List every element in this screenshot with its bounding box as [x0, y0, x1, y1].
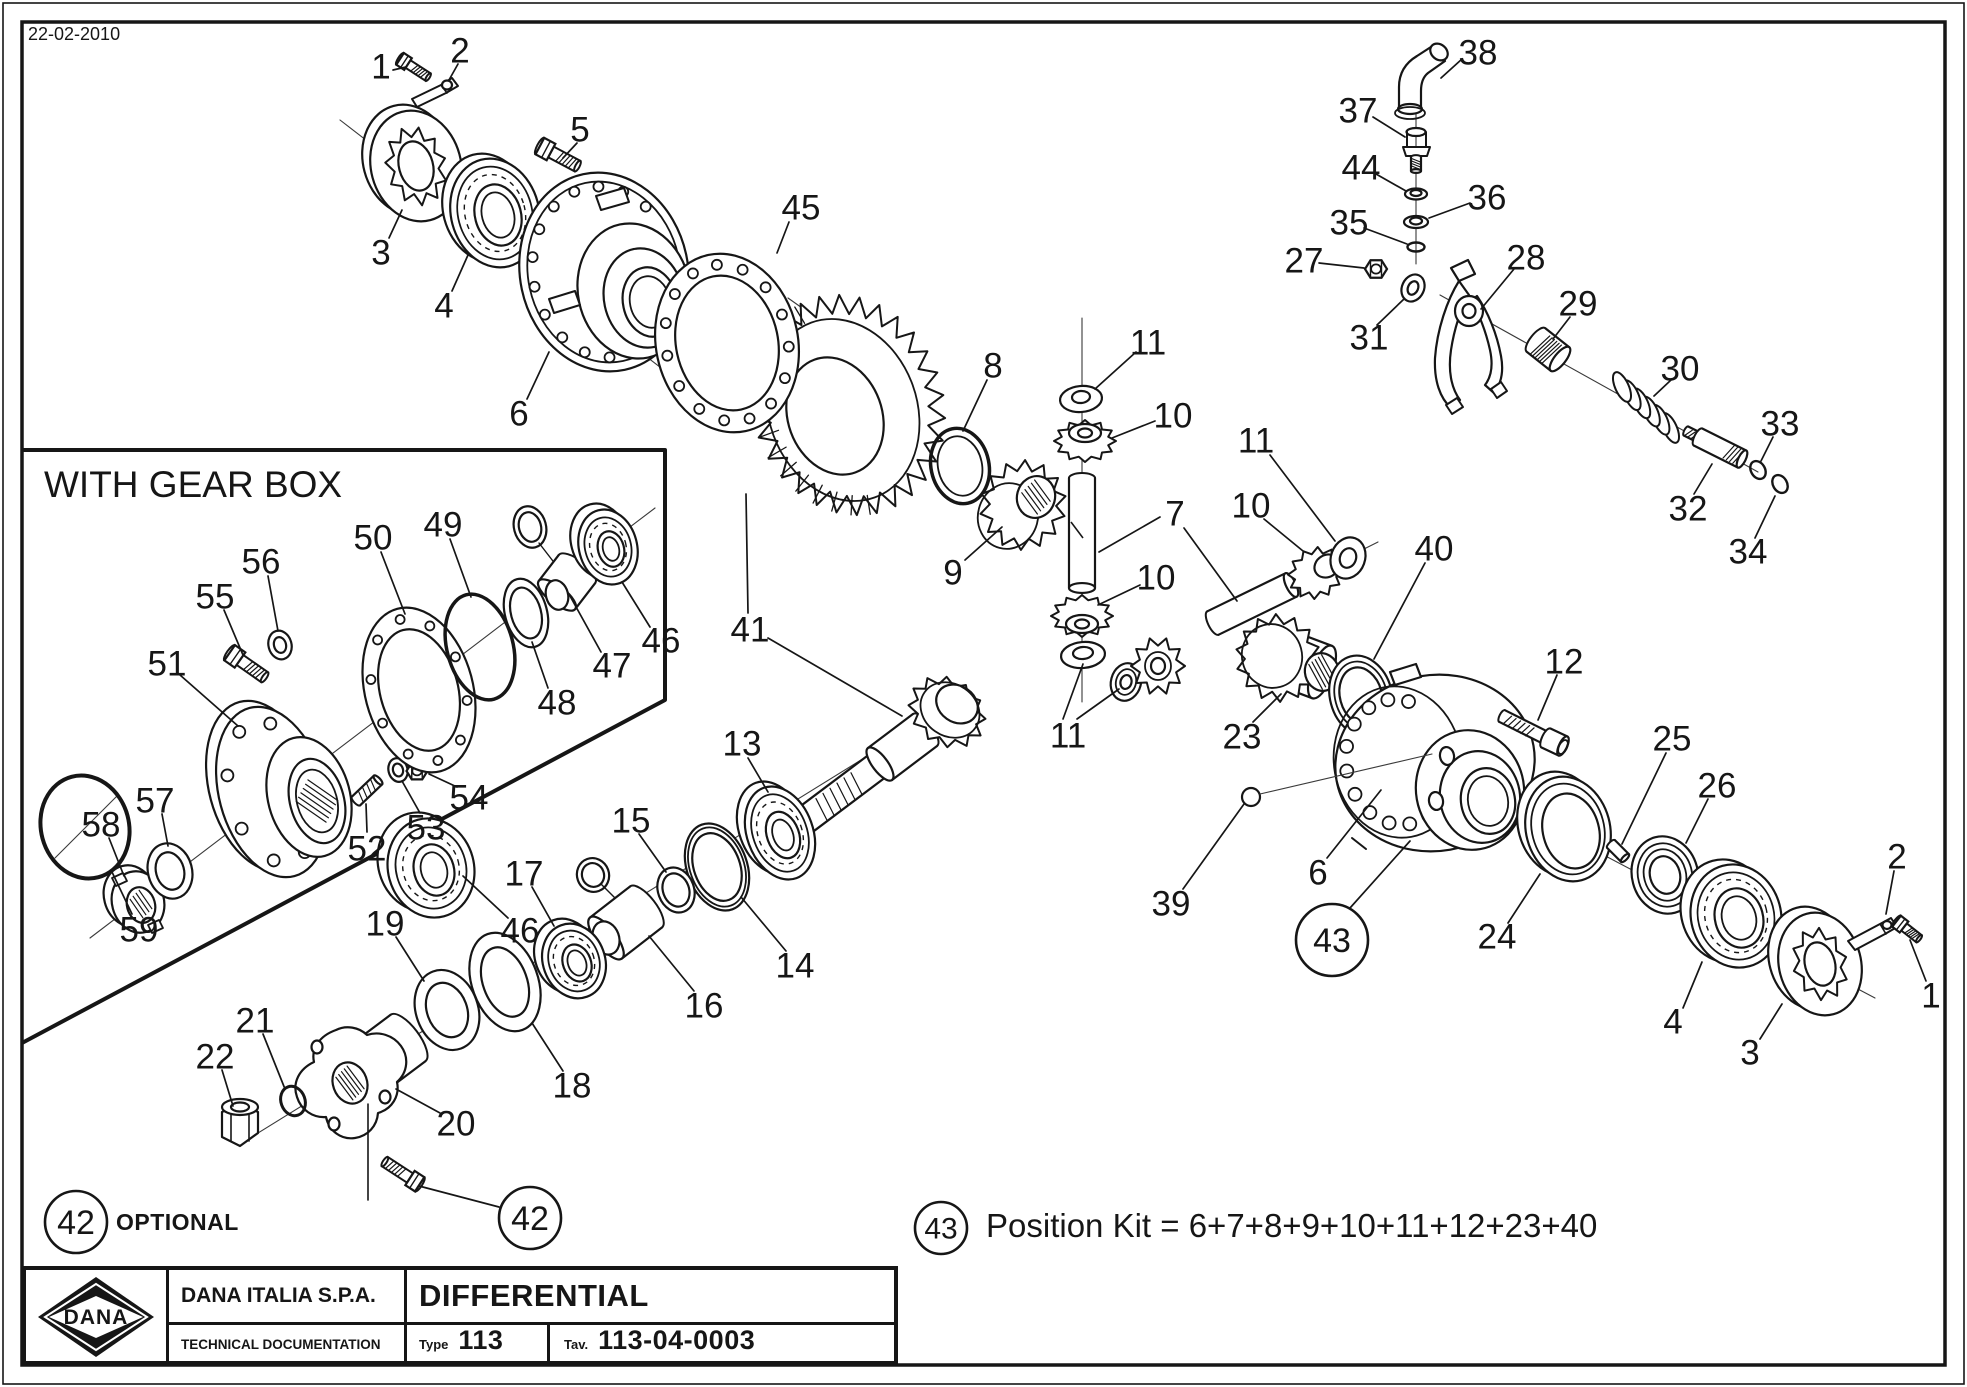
position-kit-note: Position Kit = 6+7+8+9+10+11+12+23+40	[986, 1207, 1598, 1244]
callout-40	[1374, 529, 1453, 659]
part-bolt-55	[222, 644, 271, 686]
callout-30	[1654, 349, 1699, 396]
svg-text:22: 22	[195, 1037, 235, 1077]
svg-text:44: 44	[1341, 148, 1381, 188]
part-breather-elbow-38	[1395, 40, 1451, 119]
tav-label: Tav.	[564, 1337, 589, 1352]
part-hub-flange-51	[188, 688, 364, 890]
dana-logo-text: DANA	[63, 1305, 129, 1329]
callout-3	[371, 210, 402, 272]
svg-text:17: 17	[504, 854, 544, 894]
date-label: 22-02-2010	[28, 24, 121, 44]
svg-text:34: 34	[1728, 532, 1768, 572]
callout-36	[1429, 178, 1506, 218]
callout-19	[366, 904, 424, 981]
svg-text:1: 1	[1921, 976, 1941, 1016]
svg-text:10: 10	[1136, 558, 1176, 598]
svg-text:42: 42	[57, 1203, 95, 1242]
callout-16	[649, 936, 723, 1025]
callout-39	[1152, 804, 1244, 923]
svg-text:11: 11	[1129, 323, 1167, 363]
svg-text:4: 4	[434, 286, 454, 326]
part-yoke-20	[295, 1008, 434, 1138]
callout-10	[1098, 558, 1175, 605]
part-shim-ring	[572, 854, 618, 901]
svg-text:48: 48	[537, 683, 577, 723]
svg-text:32: 32	[1668, 489, 1708, 529]
part-pinion-pin-7	[1069, 473, 1095, 593]
part-oring-33	[1747, 458, 1769, 481]
svg-text:57: 57	[135, 781, 175, 821]
svg-text:31: 31	[1349, 318, 1389, 358]
svg-text:18: 18	[552, 1066, 592, 1106]
svg-text:7: 7	[1165, 494, 1185, 534]
part-pin-25	[1606, 839, 1631, 864]
callout-42	[419, 1186, 561, 1249]
callout-31	[1350, 299, 1404, 357]
part-detent-pin-32	[1682, 426, 1749, 469]
callout-57	[136, 781, 175, 846]
callout-13	[723, 724, 768, 792]
part-nut-22	[222, 1099, 258, 1146]
callout-3	[1740, 1004, 1782, 1072]
part-washer-44	[1405, 189, 1427, 200]
callout-49	[424, 505, 471, 597]
callout-42	[45, 1191, 107, 1253]
svg-text:29: 29	[1558, 284, 1598, 324]
svg-text:12: 12	[1544, 642, 1584, 682]
callout-52	[348, 804, 387, 868]
svg-text:24: 24	[1477, 917, 1517, 957]
svg-text:16: 16	[684, 986, 724, 1026]
part-plug-29	[1522, 325, 1574, 375]
svg-text:41: 41	[730, 610, 770, 650]
callout-32	[1669, 464, 1712, 528]
dana-logo-cell	[26, 1270, 166, 1363]
callout-6	[509, 352, 549, 433]
svg-text:37: 37	[1338, 91, 1378, 131]
callout-2	[1886, 837, 1907, 914]
part-washer-56	[265, 628, 295, 662]
callout-23	[1223, 694, 1281, 756]
callout-11	[1095, 323, 1166, 389]
callout-35	[1330, 203, 1407, 244]
part-gasket-50	[345, 595, 493, 785]
title-block	[22, 1266, 898, 1365]
callout-33	[1761, 404, 1800, 461]
callout-45	[777, 188, 820, 253]
svg-text:10: 10	[1153, 396, 1193, 436]
svg-text:2: 2	[450, 31, 470, 71]
svg-text:42: 42	[511, 1199, 549, 1238]
svg-text:59: 59	[119, 910, 159, 950]
svg-text:33: 33	[1760, 404, 1800, 444]
part-washer-36	[1404, 216, 1428, 228]
callout-44	[1342, 148, 1406, 191]
part-tab-washer-2-left	[412, 78, 458, 107]
part-oring-34	[1769, 472, 1791, 495]
svg-text:45: 45	[781, 188, 821, 228]
callout-9	[943, 527, 1002, 592]
with-gear-box-title: WITH GEAR BOX	[44, 464, 343, 505]
callout-11	[1050, 664, 1119, 755]
callout-29	[1553, 284, 1597, 339]
svg-text:30: 30	[1660, 349, 1700, 389]
part-frame	[22, 22, 1945, 1365]
svg-text:38: 38	[1458, 33, 1498, 73]
part-shift-fork-28	[1435, 260, 1507, 414]
type-label: Type	[419, 1337, 449, 1352]
svg-text:21: 21	[235, 1001, 275, 1041]
callout-34	[1729, 496, 1775, 571]
tav-value: 113-04-0003	[598, 1325, 756, 1355]
callout-24	[1478, 874, 1540, 956]
callout-27	[1285, 241, 1364, 280]
svg-text:58: 58	[81, 805, 121, 845]
part-outer-border	[3, 3, 1964, 1384]
type-tav-row	[404, 1322, 894, 1363]
svg-text:23: 23	[1222, 717, 1262, 757]
svg-text:13: 13	[722, 724, 762, 764]
company-name: DANA ITALIA S.P.A.	[166, 1270, 404, 1322]
svg-text:3: 3	[371, 233, 391, 273]
svg-text:50: 50	[353, 518, 393, 558]
part-stud-52	[350, 774, 384, 807]
svg-text:36: 36	[1467, 178, 1507, 218]
svg-text:1: 1	[371, 47, 391, 87]
svg-text:25: 25	[1652, 719, 1692, 759]
svg-text:49: 49	[423, 505, 463, 545]
callout-28	[1481, 238, 1545, 309]
part-centerlines	[55, 112, 1875, 1138]
svg-text:43: 43	[924, 1212, 958, 1246]
svg-text:2: 2	[1887, 837, 1907, 877]
callout-10	[1112, 396, 1192, 438]
svg-text:9: 9	[943, 553, 963, 593]
callout-15	[612, 801, 666, 872]
svg-text:4: 4	[1663, 1002, 1683, 1042]
svg-text:26: 26	[1697, 766, 1737, 806]
dana-logo	[33, 1274, 159, 1360]
callout-41	[731, 494, 902, 716]
type-value: 113	[458, 1325, 504, 1355]
svg-text:39: 39	[1151, 884, 1191, 924]
callout-1	[1910, 940, 1941, 1015]
callout-47	[570, 596, 631, 685]
callout-10	[1232, 486, 1303, 551]
drawing-title: DIFFERENTIAL	[404, 1270, 894, 1322]
callout-20	[396, 1089, 475, 1143]
svg-text:46: 46	[500, 911, 540, 951]
svg-text:54: 54	[449, 778, 489, 818]
callout-8	[963, 346, 1003, 431]
svg-text:11: 11	[1049, 716, 1087, 756]
svg-text:51: 51	[147, 644, 187, 684]
callout-21	[236, 1001, 285, 1089]
callout-22	[196, 1037, 235, 1106]
callout-14	[741, 897, 814, 985]
part-ring-small-top	[509, 503, 556, 565]
callout-53	[402, 781, 445, 847]
svg-text:8: 8	[983, 346, 1003, 386]
optional-note: OPTIONAL	[116, 1209, 239, 1235]
part-tab-washer-2-right	[1848, 918, 1897, 950]
svg-text:6: 6	[1308, 853, 1328, 893]
svg-text:46: 46	[641, 621, 681, 661]
svg-text:55: 55	[195, 577, 235, 617]
callout-55	[196, 577, 243, 655]
svg-text:35: 35	[1329, 203, 1369, 243]
doc-type: TECHNICAL DOCUMENTATION	[166, 1322, 404, 1363]
svg-text:52: 52	[347, 829, 387, 869]
svg-text:15: 15	[611, 801, 651, 841]
svg-text:43: 43	[1313, 921, 1351, 960]
callout-25	[1622, 719, 1691, 844]
callout-50	[354, 518, 405, 614]
part-bolt-1-right	[1891, 914, 1925, 945]
svg-text:10: 10	[1231, 486, 1271, 526]
svg-text:3: 3	[1740, 1033, 1760, 1073]
svg-text:47: 47	[592, 646, 632, 686]
svg-text:5: 5	[570, 110, 590, 150]
svg-text:19: 19	[365, 904, 405, 944]
svg-text:14: 14	[775, 946, 815, 986]
svg-text:53: 53	[406, 808, 446, 848]
part-spider-gear-10-bottom	[1051, 595, 1113, 637]
part-vent-fitting-37	[1403, 128, 1430, 173]
type-cell	[407, 1325, 547, 1363]
svg-text:28: 28	[1506, 238, 1546, 278]
callout-18	[532, 1023, 591, 1105]
callout-38	[1441, 33, 1497, 78]
callout-48	[532, 642, 576, 722]
callout-2	[449, 31, 470, 80]
svg-text:56: 56	[241, 542, 281, 582]
svg-text:27: 27	[1284, 241, 1324, 281]
callout-4	[1663, 962, 1702, 1041]
part-side-gear-23	[1235, 614, 1344, 702]
part-spider-gear-10-top	[1054, 420, 1116, 462]
svg-text:40: 40	[1414, 529, 1454, 569]
svg-text:11: 11	[1237, 421, 1275, 461]
callout-56	[242, 542, 281, 631]
callout-43	[915, 1202, 967, 1254]
tav-cell	[547, 1325, 894, 1363]
callout-12	[1538, 642, 1583, 720]
callout-4	[434, 255, 468, 325]
part-nut-27	[1365, 260, 1387, 278]
svg-text:6: 6	[509, 394, 529, 434]
svg-text:20: 20	[436, 1104, 476, 1144]
callout-5	[563, 110, 590, 158]
part-pinion-shaft-41	[787, 671, 990, 838]
callout-26	[1686, 766, 1736, 843]
